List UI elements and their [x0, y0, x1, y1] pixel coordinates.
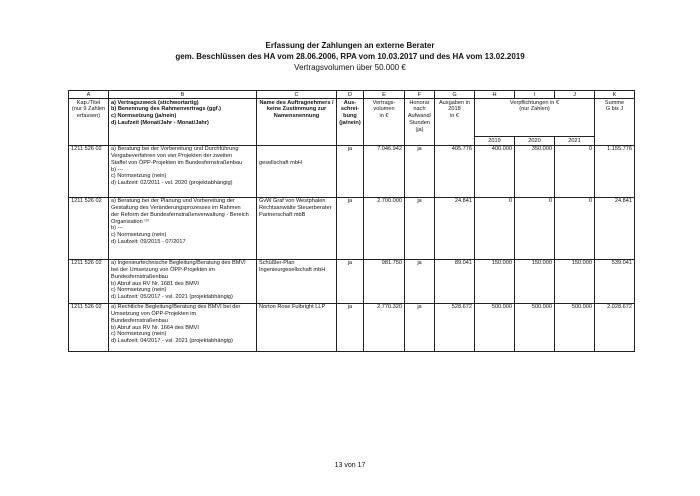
col-letter: A: [69, 91, 109, 99]
header-text: (ja): [415, 126, 424, 133]
col-letter: G: [435, 91, 475, 99]
header-text: schrei-: [340, 106, 360, 113]
cell-ausschreibung: ja: [337, 259, 364, 303]
cell-description: [109, 197, 257, 259]
cell-ausgaben: 89.041: [435, 259, 475, 303]
cell-2019: 500.000: [475, 303, 515, 351]
desc-line: Vergabeverfahren von vier Projekten der zweiten: [111, 153, 232, 160]
col-letter: J: [555, 91, 595, 99]
cell-2020: 150.000: [515, 259, 555, 303]
cell-summe: 539.041: [595, 259, 635, 303]
header-text: in €: [379, 113, 389, 120]
desc-line: b) Abruf aus RV Nr. 1681 des BMVI: [111, 280, 199, 287]
desc-line: Gestaltung des Veränderungsprozesses im Rahmen: [111, 205, 241, 212]
desc-line: Organisation ⁽³⁾: [111, 218, 149, 225]
cell-volumen: 7.046.942: [364, 145, 405, 197]
cell-honorar: ja: [405, 145, 435, 197]
desc-line: Staffel von ÖPP-Projekten im Bundesfernstraßenbau: [111, 159, 243, 166]
desc-line: d) Laufzeit: 09/2015 - 07/2017: [111, 239, 186, 246]
desc-line: Bundesfernstraßenbau: [111, 317, 168, 324]
header-year-2020: 2020: [515, 137, 555, 146]
header-text: b) Benennung des Rahmenvertrags (ggf.): [111, 106, 222, 113]
cell-2019: 400.000: [475, 145, 515, 197]
header-text: nach: [413, 106, 426, 113]
header-kap-titel: [69, 99, 109, 146]
title-block: [0, 40, 700, 73]
header-text: G bis J: [605, 106, 624, 113]
cell-ausschreibung: ja: [337, 197, 364, 259]
cell-ausgaben: 24.841: [435, 197, 475, 259]
header-text: Ausgaben in: [438, 99, 471, 106]
cell-2020: 0: [515, 197, 555, 259]
desc-line: Umsetzung von ÖPP-Projekten im: [111, 311, 197, 318]
header-text: Stunden: [409, 119, 430, 126]
contractor-line: gesellschaft mbH: [259, 159, 302, 166]
desc-line: a) Beratung bei der Vorbereitung und Durchführung: [111, 146, 239, 153]
header-text: Honorar: [409, 99, 430, 106]
header-text: c) Normsetzung (ja/nein): [111, 113, 177, 120]
header-text: Verpflichtungen in €: [509, 99, 560, 106]
header-text: bung: [343, 113, 357, 120]
header-text: Kap./Titel: [76, 99, 101, 106]
header-text: a) Vertragszweck (stichwortartig): [111, 99, 199, 106]
header-text: Name des Auftragnehmers /: [259, 99, 334, 106]
cell-volumen: 2.770.320: [364, 303, 405, 351]
col-letter: C: [257, 91, 337, 99]
redacted-space: [259, 146, 334, 160]
desc-line: c) Normsetzung (nein): [111, 287, 167, 294]
title-line-1: Erfassung der Zahlungen an externe Berater: [265, 41, 435, 50]
contractor-line: Norton Rose Fulbright LLP: [259, 304, 326, 311]
header-text: 2018: [448, 106, 461, 113]
desc-line: c) Normsetzung (nein): [111, 173, 167, 180]
contractor-line: Schüßler-Plan: [259, 260, 295, 267]
cell-ausschreibung: ja: [337, 303, 364, 351]
cell-kap: 1211 526 02: [69, 303, 109, 351]
contractor-line: GvW Graf von Westphalen: [259, 198, 326, 205]
col-letter: E: [364, 91, 405, 99]
header-ausschreibung: [337, 99, 364, 146]
cell-kap: 1211 526 02: [69, 197, 109, 259]
cell-contractor: [257, 303, 337, 351]
cell-description: [109, 303, 257, 351]
header-text: Aufwand/: [407, 113, 432, 120]
cell-summe: 24.841: [595, 197, 635, 259]
header-summe: [595, 99, 635, 146]
table-row: [69, 145, 635, 197]
desc-line: a) Ingenieurtechnische Begleitung/Beratung des BMVI: [111, 260, 246, 267]
col-letter: K: [595, 91, 635, 99]
header-text: Aus-: [343, 99, 357, 106]
column-letter-row: [69, 91, 635, 99]
cell-ausschreibung: ja: [337, 145, 364, 197]
cell-kap: 1211 526 02: [69, 259, 109, 303]
cell-2019: 150.000: [475, 259, 515, 303]
desc-line: c) Normsetzung (nein): [111, 331, 167, 338]
desc-line: bei der Umsetzung von ÖPP-Projekten im: [111, 267, 215, 274]
cell-ausgaben: 405.776: [435, 145, 475, 197]
cell-2021: 0: [555, 145, 595, 197]
cell-ausgaben: 528.672: [435, 303, 475, 351]
header-auftragnehmer: [257, 99, 337, 146]
header-honorar: [405, 99, 435, 146]
header-text: Namensnennung: [273, 113, 320, 120]
header-vertragszweck: [109, 99, 257, 146]
header-text: in €: [449, 113, 460, 120]
cell-2021: 150.000: [555, 259, 595, 303]
contractor-line: Ingenieurgesellschaft mbH: [259, 267, 326, 274]
contractor-line: Rechtsanwälte Steuerberater: [259, 205, 332, 212]
desc-line: a) Beratung bei der Planung und Vorbereitung der: [111, 198, 235, 205]
col-letter: B: [109, 91, 257, 99]
header-ausgaben-2018: [435, 99, 475, 146]
page-number: 13 von 17: [334, 462, 366, 469]
table-row: [69, 197, 635, 259]
cell-honorar: ja: [405, 303, 435, 351]
cell-honorar: ja: [405, 259, 435, 303]
cell-volumen: 981.750: [364, 259, 405, 303]
cell-2020: 500.000: [515, 303, 555, 351]
cell-contractor: [257, 259, 337, 303]
table-row: [69, 259, 635, 303]
header-vertragsvolumen: [364, 99, 405, 146]
cell-volumen: 2.700.000: [364, 197, 405, 259]
header-row: [69, 99, 635, 137]
desc-line: b) ---: [111, 166, 124, 173]
header-verpflichtungen: [475, 99, 595, 137]
header-text: volumen: [373, 106, 395, 113]
cell-description: [109, 259, 257, 303]
desc-line: Bundesfernstraßenbau: [111, 273, 168, 280]
consultant-payments-table: [68, 90, 635, 352]
cell-2021: 0: [555, 197, 595, 259]
col-letter: D: [337, 91, 364, 99]
desc-line: d) Laufzeit: 05/2017 - vsl. 2021 (projektabhängig): [111, 294, 233, 301]
desc-line: b) ---: [111, 225, 124, 232]
cell-2020: 350.000: [515, 145, 555, 197]
desc-line: a) Rechtliche Begleitung/Beratung des BMVI bei der: [111, 304, 241, 311]
cell-summe: 2.028.672: [595, 303, 635, 351]
cell-2021: 500.000: [555, 303, 595, 351]
header-text: erfassen): [76, 113, 101, 120]
title-line-3: Vertragsvolumen über 50.000 €: [294, 63, 406, 72]
col-letter: H: [475, 91, 515, 99]
desc-line: b) Abruf aus RV Nr. 1664 des BMVI: [111, 324, 199, 331]
header-year-2019: 2019: [475, 137, 515, 146]
title-line-2: gem. Beschlüssen des HA vom 28.06.2006, RPA vom 10.03.2017 und des HA vom 13.02.2019: [175, 52, 525, 61]
cell-description: [109, 145, 257, 197]
header-text: (nur Zahlen): [519, 106, 550, 113]
desc-line: d) Laufzeit: 02/2011 - vsl. 2020 (projektabhängig): [111, 180, 233, 187]
cell-summe: 1.155.776: [595, 145, 635, 197]
cell-contractor: [257, 145, 337, 197]
header-text: keine Zustimmung zur: [266, 106, 327, 113]
header-text: Summe: [604, 99, 625, 106]
col-letter: I: [515, 91, 555, 99]
header-text: (ja/nein): [339, 119, 361, 126]
desc-line: der Reform der Bundesfernstraßenverwaltung - Bereich: [111, 211, 249, 218]
header-year-2021: 2021: [555, 137, 595, 146]
header-text: (nur 9 Zahlen: [71, 106, 106, 113]
table-row: [69, 303, 635, 351]
desc-line: c) Normsetzung (nein): [111, 232, 167, 239]
cell-contractor: [257, 197, 337, 259]
cell-kap: 1211 526 02: [69, 145, 109, 197]
contractor-line: Partnerschaft mbB: [259, 211, 306, 218]
cell-2019: 0: [475, 197, 515, 259]
cell-honorar: ja: [405, 197, 435, 259]
header-text: Vertrags-: [372, 99, 396, 106]
col-letter: F: [405, 91, 435, 99]
header-text: d) Laufzeit (Monat/Jahr - Monat/Jahr): [111, 119, 209, 126]
desc-line: d) Laufzeit: 04/2017 - vsl. 2021 (projektabhängig): [111, 338, 233, 345]
